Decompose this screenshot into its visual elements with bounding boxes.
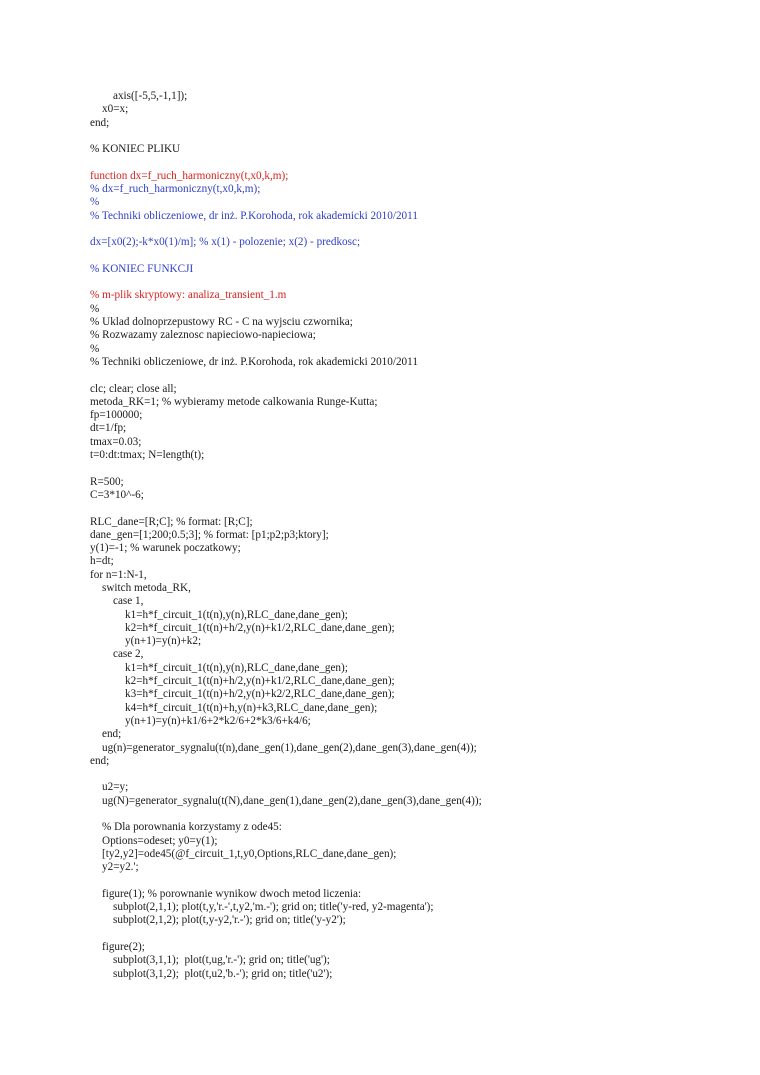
code-line [90, 130, 730, 143]
code-line [90, 276, 730, 289]
code-line: k1=h*f_circuit_1(t(n),y(n),RLC_dane,dane_gen); [125, 608, 348, 621]
code-line: tmax=0.03; [90, 435, 142, 448]
code-line: % KONIEC PLIKU [90, 143, 181, 156]
code-line: fp=100000; [90, 409, 143, 422]
code-line [90, 875, 730, 888]
code-line: subplot(3,1,1); plot(t,ug,'r.-'); grid on; title('ug'); [113, 954, 330, 967]
code-line: dx=[x0(2);-k*x0(1)/m]; % x(1) - polozenie; x(2) - predkosc; [90, 236, 361, 249]
code-line: dt=1/fp; [90, 422, 127, 435]
code-line: k2=h*f_circuit_1(t(n)+h/2,y(n)+k1/2,RLC_dane,dane_gen); [125, 621, 395, 634]
code-line: x0=x; [102, 103, 129, 116]
code-line: % KONIEC FUNKCJI [90, 262, 194, 275]
code-line: ug(N)=generator_sygnalu(t(N),dane_gen(1),dane_gen(2),dane_gen(3),dane_gen(4)); [102, 794, 482, 807]
code-line: switch metoda_RK, [102, 581, 191, 594]
code-line [90, 928, 730, 941]
code-line: R=500; [90, 475, 124, 488]
code-line [90, 369, 730, 382]
code-line: % [90, 196, 100, 209]
code-line: [ty2,y2]=ode45(@f_circuit_1,t,y0,Options,RLC_dane,dane_gen); [102, 847, 397, 860]
code-line: t=0:dt:tmax; N=length(t); [90, 449, 205, 462]
code-line: RLC_dane=[R;C]; % format: [R;C]; [90, 515, 253, 528]
code-line: % Uklad dolnoprzepustowy RC - C na wyjsciu czwornika; [90, 316, 353, 329]
code-line: case 1, [113, 595, 144, 608]
code-line: function dx=f_ruch_harmoniczny(t,x0,k,m); [90, 169, 289, 182]
code-line: y(n+1)=y(n)+k2; [125, 635, 202, 648]
code-line [90, 250, 730, 263]
code-line: subplot(2,1,1); plot(t,y,'r.-',t,y2,'m.-'); grid on; title('y-red, y2-magenta'); [113, 901, 434, 914]
code-line: % [90, 342, 100, 355]
code-line: case 2, [113, 648, 144, 661]
code-line [90, 156, 730, 169]
code-line [90, 462, 730, 475]
code-line: figure(1); % porownanie wynikow dwoch metod liczenia: [102, 887, 362, 900]
code-line: k3=h*f_circuit_1(t(n)+h/2,y(n)+k2/2,RLC_dane,dane_gen); [125, 688, 395, 701]
code-line: y2=y2.'; [102, 861, 139, 874]
code-line: end; [102, 728, 122, 741]
code-line: subplot(2,1,2); plot(t,y-y2,'r.-'); grid on; title('y-y2'); [113, 914, 346, 927]
code-line: metoda_RK=1; % wybieramy metode calkowania Runge-Kutta; [90, 395, 378, 408]
code-line: u2=y; [102, 781, 129, 794]
code-line: C=3*10^-6; [90, 488, 144, 501]
code-line: dane_gen=[1;200;0.5;3]; % format: [p1;p2;p3;ktory]; [90, 528, 329, 541]
code-line: % dx=f_ruch_harmoniczny(t,x0,k,m); [90, 183, 261, 196]
code-line: k1=h*f_circuit_1(t(n),y(n),RLC_dane,dane_gen); [125, 661, 348, 674]
code-line: k4=h*f_circuit_1(t(n)+h,y(n)+k3,RLC_dane,dane_gen); [125, 701, 378, 714]
code-line: % Dla porownania korzystamy z ode45: [102, 821, 282, 834]
code-line: k2=h*f_circuit_1(t(n)+h/2,y(n)+k1/2,RLC_dane,dane_gen); [125, 675, 395, 688]
code-line: end; [90, 116, 110, 129]
code-listing [90, 90, 730, 981]
code-line: % [90, 302, 100, 315]
code-line: y(n+1)=y(n)+k1/6+2*k2/6+2*k3/6+k4/6; [125, 714, 311, 727]
code-line: % Techniki obliczeniowe, dr inż. P.Korohoda, rok akademicki 2010/2011 [90, 355, 418, 368]
code-line: % m-plik skryptowy: analiza_transient_1.m [90, 289, 287, 302]
code-line: for n=1:N-1, [90, 568, 147, 581]
code-line: % Rozwazamy zaleznosc napieciowo-napieciowa; [90, 329, 316, 342]
code-line: axis([-5,5,-1,1]); [113, 90, 188, 102]
code-line [90, 808, 730, 821]
code-line: % Techniki obliczeniowe, dr inż. P.Korohoda, rok akademicki 2010/2011 [90, 209, 418, 222]
code-line: figure(2); [102, 941, 145, 953]
code-line: h=dt; [90, 555, 114, 568]
code-line [90, 502, 730, 515]
code-line: ug(n)=generator_sygnalu(t(n),dane_gen(1),dane_gen(2),dane_gen(3),dane_gen(4)); [102, 741, 477, 754]
code-line [90, 768, 730, 781]
code-line: clc; clear; close all; [90, 382, 177, 395]
code-line: end; [90, 754, 110, 767]
code-line: subplot(3,1,2); plot(t,u2,'b.-'); grid on; title('u2'); [113, 967, 333, 980]
code-line: y(1)=-1; % warunek poczatkowy; [90, 542, 241, 555]
code-line: Options=odeset; y0=y(1); [102, 834, 218, 847]
code-line [90, 223, 730, 236]
